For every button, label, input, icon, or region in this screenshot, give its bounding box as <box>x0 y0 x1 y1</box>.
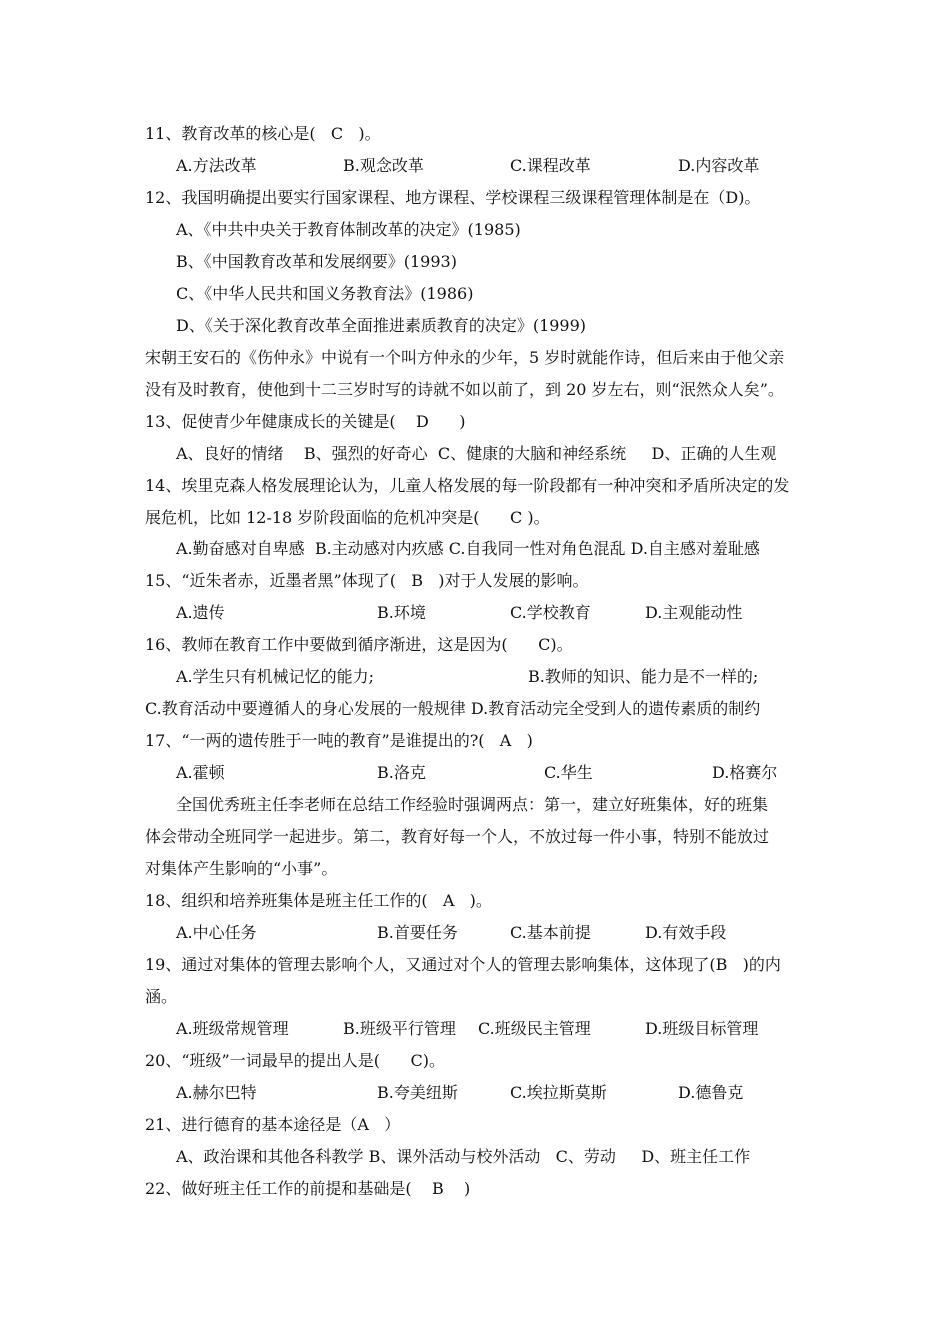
option-c: C.课程改革 <box>510 156 591 175</box>
option-d: D.有效手段 <box>645 923 727 942</box>
option-b: B.夸美纽斯 <box>377 1083 458 1102</box>
question-11-options <box>0 154 950 178</box>
option-c: C.班级民主管理 <box>478 1019 591 1038</box>
question-14-options: A.勤奋感对自卑感 B.主动感对内疚感 C.自我同一性对角色混乱 D.自主感对羞耻感 <box>176 539 760 558</box>
question-12-option-c: C、《中华人民共和国义务教育法》(1986) <box>176 284 474 303</box>
question-21-options: A、政治课和其他各科教学 B、课外活动与校外活动 C、劳动 D、班主任工作 <box>176 1147 751 1166</box>
question-22: 22、做好班主任工作的前提和基础是( B ) <box>145 1179 471 1198</box>
question-19: 19、通过对集体的管理去影响个人，又通过对个人的管理去影响集体，这体现了(B )的内 <box>145 955 781 974</box>
option-c: C.学校教育 <box>510 603 591 622</box>
option-b: B.首要任务 <box>377 923 458 942</box>
question-20: 20、“班级”一词最早的提出人是( C)。 <box>145 1051 445 1070</box>
option-d: D.德鲁克 <box>678 1083 744 1102</box>
question-18-options <box>0 921 950 945</box>
question-12-option-a: A、《中共中央关于教育体制改革的决定》(1985) <box>176 220 521 239</box>
question-16-options-ab <box>0 665 950 689</box>
question-17: 17、“一两的遗传胜于一吨的教育”是谁提出的?( A ) <box>145 731 533 750</box>
story-paragraph-line: 全国优秀班主任李老师在总结工作经验时强调两点：第一，建立好班集体，好的班集 <box>176 795 769 814</box>
option-a: A.学生只有机械记忆的能力; <box>176 667 375 686</box>
option-d: D.班级目标管理 <box>645 1019 759 1038</box>
question-11: 11、教育改革的核心是( C )。 <box>145 124 381 143</box>
question-12-option-d: D、《关于深化教育改革全面推进素质教育的决定》(1999) <box>176 316 587 335</box>
question-13: 13、促使青少年健康成长的关键是( D ) <box>145 412 466 431</box>
option-b: B.观念改革 <box>343 156 424 175</box>
option-a: A.霍顿 <box>176 763 225 782</box>
option-b: B.教师的知识、能力是不一样的; <box>528 667 759 686</box>
story-paragraph-line: 宋朝王安石的《伤仲永》中说有一个叫方仲永的少年，5 岁时就能作诗，但后来由于他父亲 <box>145 348 785 367</box>
option-b: B.洛克 <box>377 763 426 782</box>
question-18: 18、组织和培养班集体是班主任工作的( A )。 <box>145 891 492 910</box>
question-16-options-cd: C.教育活动中要遵循人的身心发展的一般规律 D.教育活动完全受到人的遗传素质的制约 <box>145 699 761 718</box>
question-20-options <box>0 1081 950 1105</box>
question-15-options <box>0 601 950 625</box>
story-paragraph-line: 没有及时教育，使他到十二三岁时写的诗就不如以前了，到 20 岁左右，则“泯然众人矣”。 <box>145 380 784 399</box>
question-17-options <box>0 761 950 785</box>
option-d: D.主观能动性 <box>645 603 743 622</box>
question-15: 15、“近朱者赤，近墨者黑”体现了( B )对于人发展的影响。 <box>145 571 589 590</box>
option-a: A.班级常规管理 <box>176 1019 289 1038</box>
option-b: B.环境 <box>377 603 426 622</box>
question-19-continued: 涵。 <box>145 987 178 1006</box>
option-c: C.埃拉斯莫斯 <box>510 1083 607 1102</box>
option-a: A.赫尔巴特 <box>176 1083 257 1102</box>
story-paragraph-line: 对集体产生影响的“小事”。 <box>145 859 338 878</box>
question-13-options: A、良好的情绪 B、强烈的好奇心 C、健康的大脑和神经系统 D、正确的人生观 <box>176 444 777 463</box>
option-a: A.遗传 <box>176 603 225 622</box>
question-12: 12、我国明确提出要实行国家课程、地方课程、学校课程三级课程管理体制是在（D)。 <box>145 188 761 207</box>
option-d: D.格赛尔 <box>712 763 778 782</box>
option-d: D.内容改革 <box>678 156 760 175</box>
question-14: 14、埃里克森人格发展理论认为，儿童人格发展的每一阶段都有一种冲突和矛盾所决定的发 <box>145 476 790 495</box>
option-c: C.华生 <box>544 763 593 782</box>
option-a: A.中心任务 <box>176 923 257 942</box>
question-21: 21、进行德育的基本途径是（A ） <box>145 1115 401 1134</box>
option-c: C.基本前提 <box>510 923 591 942</box>
option-a: A.方法改革 <box>176 156 257 175</box>
option-b: B.班级平行管理 <box>343 1019 456 1038</box>
question-12-option-b: B、《中国教育改革和发展纲要》(1993) <box>176 252 457 271</box>
question-14-continued: 展危机，比如 12-18 岁阶段面临的危机冲突是( C )。 <box>145 508 550 527</box>
story-paragraph-line: 体会带动全班同学一起进步。第二，教育好每一个人，不放过每一件小事，特别不能放过 <box>145 827 770 846</box>
question-19-options <box>0 1017 950 1041</box>
question-16: 16、教师在教育工作中要做到循序渐进，这是因为( C)。 <box>145 635 573 654</box>
